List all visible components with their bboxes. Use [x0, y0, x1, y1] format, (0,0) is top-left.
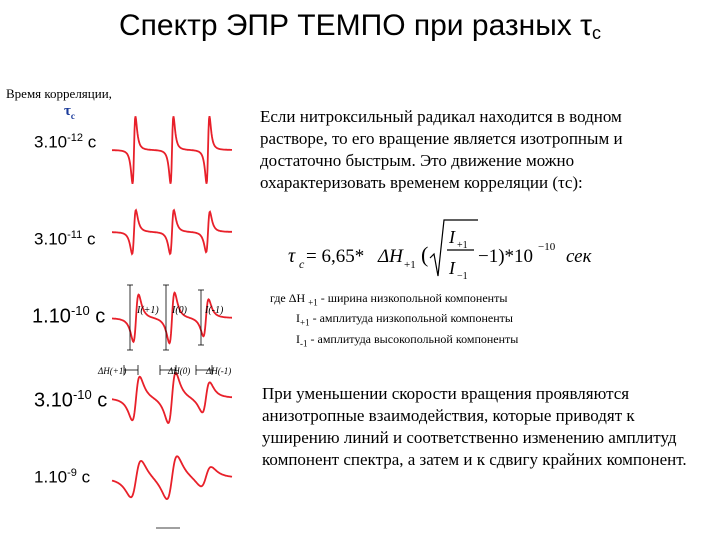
- width-label-plus1: ΔH(+1): [98, 366, 127, 376]
- unit: с: [87, 132, 97, 152]
- base: 10: [48, 467, 68, 487]
- mantissa: 3: [34, 132, 44, 152]
- amplitude-label-plus1: I(+1): [137, 305, 159, 316]
- correlation-time-label: Время корреляции,: [6, 86, 112, 101]
- def-sub: +1: [308, 297, 318, 308]
- formula-numerator: I: [449, 227, 455, 247]
- spectrum-row-1: [112, 116, 232, 184]
- definition-line-2: [270, 310, 690, 330]
- title-text: Спектр ЭПР ТЕМПО при разных τ: [119, 9, 592, 42]
- mantissa: 3: [34, 389, 46, 412]
- description-paragraph-1: Если нитроксильный радикал находится в водном растворе, то его вращение является изотропным и достаточно быстрым. Это движение можно охарактеризовать временем корреляции (τc):: [260, 107, 623, 192]
- tau-sub: c: [70, 111, 75, 121]
- dot: .: [43, 229, 49, 249]
- formula-tau-sub: c: [299, 257, 305, 271]
- tau-char: τ: [64, 103, 71, 119]
- base: 10: [50, 389, 73, 412]
- formula-coefficient: = 6,65*: [306, 246, 365, 267]
- amplitude-label-minus1: I(-1): [205, 305, 224, 316]
- formula-denominator-sub: −1: [457, 271, 468, 282]
- spectrum-row-4: [112, 373, 232, 423]
- dot: .: [45, 389, 51, 412]
- formula-numerator-sub: +1: [457, 240, 468, 251]
- formula-exponent: −10: [538, 241, 556, 253]
- description-paragraph-2: При уменьшении скорости вращения проявляются анизотропные взаимодействия, которые приводят к уширению линий и соответственно изменению амплитуд компонент спектра, а затем и к сдвигу крайних компонент.: [262, 384, 687, 469]
- formula-delta-sub: +1: [404, 259, 416, 271]
- def-text: - амплитуда низкопольной компоненты: [309, 311, 513, 326]
- mantissa: 1: [32, 305, 44, 328]
- mantissa: 1: [34, 467, 44, 487]
- exponent: -11: [67, 229, 83, 241]
- formula-tau: τ: [288, 245, 296, 267]
- def-sub: +1: [300, 317, 310, 328]
- def-sub: -1: [300, 338, 308, 349]
- amplitude-label-0: I(0): [172, 305, 187, 316]
- mantissa: 3: [34, 229, 44, 249]
- def-text: - ширина низкопольной компоненты: [317, 291, 508, 305]
- spectrum-row-2: [112, 210, 232, 254]
- dot: .: [43, 132, 49, 152]
- exponent: -10: [70, 303, 90, 318]
- base: 10: [48, 229, 68, 249]
- formula-delta: ΔH: [378, 246, 403, 267]
- exponent: -12: [67, 132, 84, 144]
- base: 10: [48, 305, 71, 328]
- base: 10: [48, 132, 68, 152]
- unit: с: [86, 229, 96, 249]
- definition-line-3: [270, 331, 690, 351]
- exponent: -9: [67, 467, 77, 479]
- formula-denominator: I: [449, 258, 455, 278]
- formula-definitions: [270, 290, 690, 351]
- exponent: -10: [72, 387, 92, 402]
- unit: с: [95, 305, 106, 328]
- width-label-0: ΔH(0): [168, 366, 191, 376]
- formula-unit: сек: [566, 246, 592, 267]
- def-prefix: где ΔH: [270, 291, 309, 305]
- unit: с: [81, 467, 91, 487]
- title-sub: c: [591, 23, 601, 43]
- def-prefix: I: [296, 331, 300, 346]
- formula-paren-open: (: [421, 242, 429, 267]
- dot: .: [43, 305, 49, 328]
- def-text: - амплитуда высокопольной компоненты: [307, 331, 519, 346]
- unit: с: [97, 389, 108, 412]
- formula-tail: −1)*10: [478, 246, 534, 267]
- width-label-minus1: ΔH(-1): [206, 366, 232, 376]
- definition-line-1: [270, 290, 690, 310]
- def-prefix: I: [296, 311, 300, 326]
- spectrum-row-5: [112, 456, 232, 499]
- formula: [288, 220, 593, 282]
- dot: .: [43, 467, 49, 487]
